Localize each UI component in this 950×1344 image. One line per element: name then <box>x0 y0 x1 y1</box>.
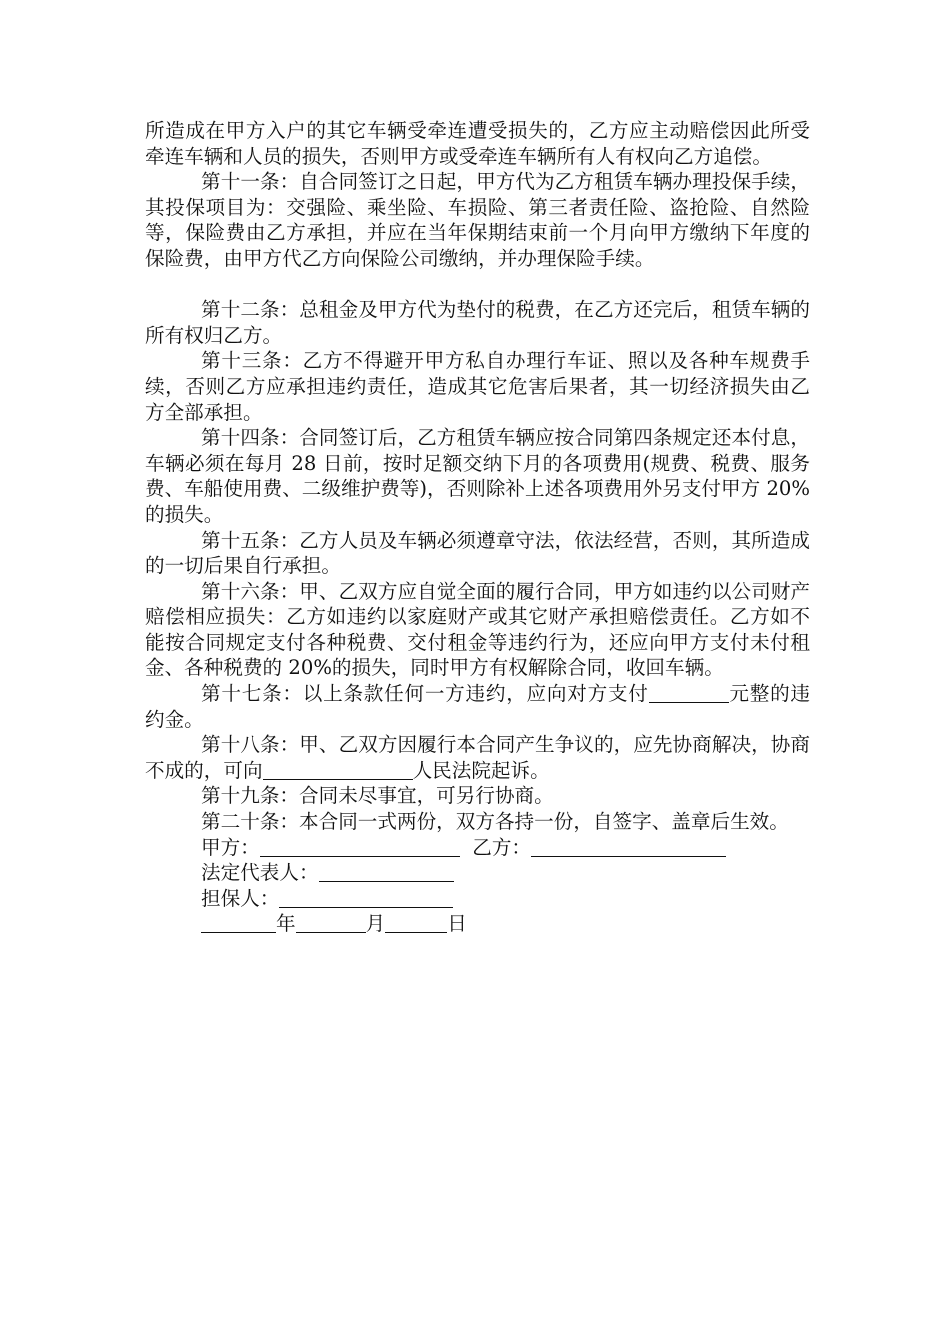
legal-rep-blank[interactable] <box>319 863 454 882</box>
article-17-text-end: 元整的违约金。 <box>145 682 811 731</box>
year-label: 年 <box>276 912 296 936</box>
article-18-text-end: 人民法院起诉。 <box>412 758 550 782</box>
signature-block <box>145 835 810 937</box>
month-blank[interactable] <box>296 914 366 933</box>
article-19: 第十九条：合同未尽事宜，可另行协商。 <box>201 784 554 808</box>
party-signature-line <box>201 835 810 861</box>
article-17-text: 第十七条：以上条款任何一方违约，应向对方支付 <box>201 682 649 706</box>
guarantor-label: 担保人： <box>201 886 280 910</box>
guarantor-line <box>201 886 810 912</box>
article-16: 第十六条：甲、乙双方应自觉全面的履行合同，甲方如违约以公司财产赔偿相应损失：乙方如违约以家庭财产或其它财产承担赔偿责任。乙方如不能按合同规定支付各种税费、交付租金等违约行为，还应向甲方支付未付租金、各种税费的 20%的损失，同时甲方有权解除合同，收回车辆。 <box>145 579 810 680</box>
penalty-amount-blank[interactable] <box>649 684 729 703</box>
day-blank[interactable] <box>385 914 447 933</box>
party-b-label: 乙方： <box>472 835 532 859</box>
article-13: 第十三条：乙方不得避开甲方私自办理行车证、照以及各种车规费手续，否则乙方应承担违约责任，造成其它危害后果者，其一切经济损失由乙方全部承担。 <box>145 349 810 424</box>
article-15: 第十五条：乙方人员及车辆必须遵章守法，依法经营，否则，其所造成的一切后果自行承担。 <box>145 528 810 578</box>
date-line <box>201 911 810 937</box>
contract-body <box>145 118 810 937</box>
article-17 <box>145 681 810 732</box>
party-b-blank[interactable] <box>531 838 726 857</box>
party-a-label: 甲方： <box>201 835 260 859</box>
article-18 <box>145 732 810 783</box>
day-label: 日 <box>447 912 467 936</box>
article-18-text: 第十八条：甲、乙双方因履行本合同产生争议的，应先协商解决，协商不成的，可向 <box>145 733 810 782</box>
article-14: 第十四条：合同签订后，乙方租赁车辆应按合同第四条规定还本付息，车辆必须在每月 28 日前，按时足额交纳下月的各项费用(规费、税费、服务费、车船使用费、二级维护费等)，否则除补上述各项费用外另支付甲方 20%的损失。 <box>145 426 810 526</box>
legal-rep-line <box>201 860 810 886</box>
paragraph-continuation: 所造成在甲方入户的其它车辆受牵连遭受损失的，乙方应主动赔偿因此所受牵连车辆和人员的损失，否则甲方或受牵连车辆所有人有权向乙方追偿。 <box>145 119 810 168</box>
party-a-blank[interactable] <box>260 838 460 857</box>
article-20: 第二十条：本合同一式两份，双方各持一份，自签字、盖章后生效。 <box>201 810 789 834</box>
court-name-blank[interactable] <box>263 761 413 780</box>
month-label: 月 <box>365 912 386 936</box>
legal-rep-label: 法定代表人： <box>201 861 319 885</box>
article-12: 第十二条：总租金及甲方代为垫付的税费，在乙方还完后，租赁车辆的所有权归乙方。 <box>145 298 810 347</box>
guarantor-blank[interactable] <box>279 889 453 908</box>
year-blank[interactable] <box>201 914 276 933</box>
article-11: 第十一条：自合同签订之日起，甲方代为乙方租赁车辆办理投保手续，其投保项目为：交强险、乘坐险、车损险、第三者责任险、盗抢险、自然险等，保险费由乙方承担，并应在当年保期结束前一个月向甲方缴纳下年度的保险费，由甲方代乙方向保险公司缴纳，并办理保险手续。 <box>145 170 810 270</box>
paragraph-gap <box>145 272 810 298</box>
